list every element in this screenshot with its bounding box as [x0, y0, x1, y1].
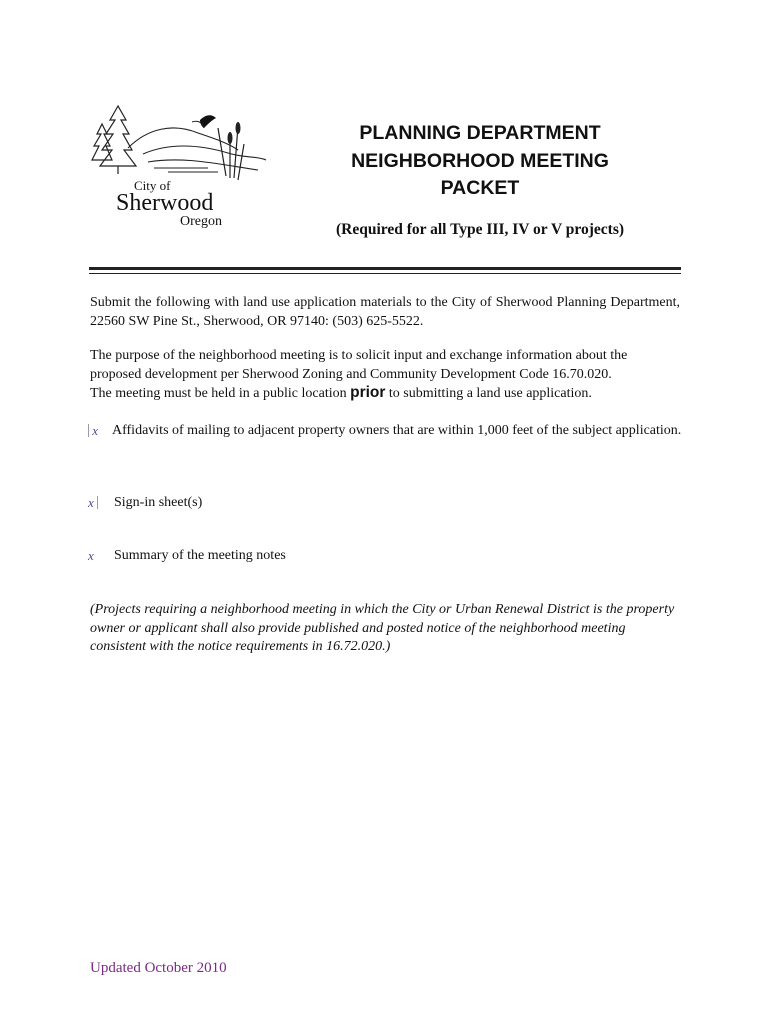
checked-box-icon: x — [88, 548, 94, 563]
purpose-line-3-start: The meeting must be held in a public location — [90, 386, 351, 401]
divider-thick — [89, 267, 681, 270]
document-title — [300, 120, 660, 203]
purpose-line-3 — [90, 384, 680, 404]
checklist-item-sign-in — [88, 494, 680, 514]
svg-text:Oregon: Oregon — [180, 214, 222, 228]
title-line-1: PLANNING DEPARTMENT — [359, 122, 601, 144]
svg-text:Sherwood: Sherwood — [116, 190, 214, 216]
purpose-line-1: The purpose of the neighborhood meeting is to solicit input and exchange information about the — [90, 348, 628, 363]
svg-text:City of: City of — [134, 178, 171, 193]
checked-box-icon: x — [88, 422, 110, 438]
updated-date: Updated October 2010 — [90, 960, 227, 976]
checklist-item-label: Summary of the meeting notes — [114, 548, 286, 563]
title-line-2: NEIGHBORHOOD MEETING — [351, 149, 609, 172]
checklist-item-label: Sign-in sheet(s) — [114, 495, 203, 510]
prior-emphasis: prior — [350, 384, 386, 401]
checked-box-icon: x — [88, 494, 110, 510]
submission-instructions: Submit the following with land use application materials to the City of Sherwood Planning Department, 22560 SW Pine St., Sherwood, OR 97140: (503) 625-5522. — [90, 295, 680, 329]
purpose-line-3-end: to submitting a land use application. — [385, 386, 592, 401]
city-of-sherwood-logo — [88, 98, 278, 228]
checklist-item-summary — [88, 547, 680, 567]
logo-illustration-icon — [88, 98, 278, 228]
checklist-item-label: Affidavits of mailing to adjacent property owners that are within 1,000 feet of the subject application. — [112, 423, 682, 438]
document-subtitle: (Required for all Type III, IV or V projects) — [335, 221, 625, 238]
title-line-3: PACKET — [440, 177, 520, 199]
purpose-line-2: proposed development per Sherwood Zoning and Community Development Code 16.70.020. — [90, 366, 612, 382]
checklist-item-affidavits — [88, 422, 680, 462]
purpose-paragraph — [90, 347, 680, 404]
notice-requirement-note: (Projects requiring a neighborhood meeting in which the City or Urban Renewal District is the property owner or applicant shall also provide published and posted notice of the neighborhood meeting consistent with the notice requirements in 16.72.020.) — [90, 602, 675, 654]
divider-thin — [89, 273, 681, 274]
